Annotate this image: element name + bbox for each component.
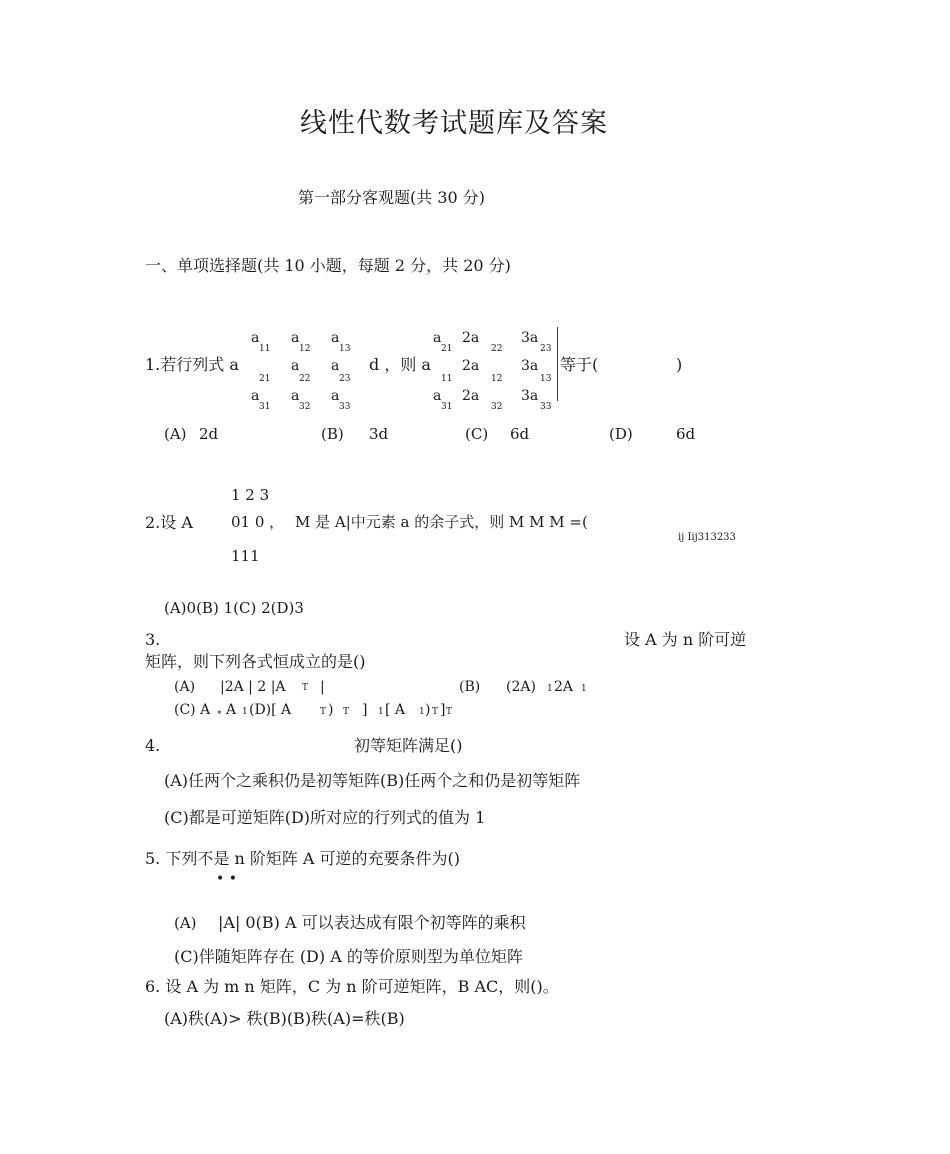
q3-option-d: (D)[ A: [249, 702, 292, 718]
q1-m2-sub: 32: [491, 402, 503, 412]
q1-option-label: (C): [465, 425, 489, 443]
q4-options-cd: (C)都是可逆矩阵(D)所对应的行列式的值为 1: [164, 808, 486, 827]
q3-sub: T: [320, 707, 327, 717]
q1-m1-sub: 32: [299, 402, 311, 412]
q5-options-ab: |A| 0(B) A 可以表达成有限个初等阵的乘积: [218, 913, 526, 932]
q2-side-note: ij Iij313233: [678, 532, 736, 543]
q3-sub: T: [302, 683, 309, 693]
q1-m1-cell: a: [251, 330, 260, 346]
q3-option-d-mid5: ]: [440, 702, 446, 718]
q1-suffix: 等于(: [560, 355, 599, 374]
q1-m2-sub: 22: [491, 344, 503, 354]
part-heading: 第一部分客观题(共 30 分): [298, 188, 486, 207]
q5-options-cd: (C)伴随矩阵存在 (D) A 的等价原则型为单位矩阵: [174, 947, 523, 966]
q1-m2-cell: 2a: [462, 388, 480, 404]
q1-option-value: 3d: [369, 425, 389, 443]
q3-sub: T: [446, 707, 453, 717]
q3-number: 3.: [145, 630, 161, 649]
q1-m2-sub: 21: [441, 344, 453, 354]
q5-option-a-label: (A): [174, 914, 197, 932]
q3-option-d-mid: ): [328, 702, 334, 718]
q1-option-label: (D): [609, 425, 633, 443]
q4-text: 初等矩阵满足(): [354, 736, 463, 755]
q3-option-d-mid4: ): [425, 702, 431, 718]
q3-text-right: 设 A 为 n 阶可逆: [624, 630, 747, 649]
q1-m1-cell: a: [251, 388, 260, 404]
q1-prefix: 1.若行列式 a: [145, 355, 239, 374]
q1-m1-sub: 23: [339, 374, 351, 384]
q3-sub: *: [217, 710, 222, 720]
q3-sub: 1: [547, 684, 553, 694]
q1-m1-sub: 21: [259, 374, 271, 384]
q1-m2-cell: 3a: [521, 330, 539, 346]
q1-m1-sub: 22: [299, 374, 311, 384]
q1-option-value: 6d: [676, 425, 696, 443]
q3-option-b-mid: 2A: [554, 679, 574, 695]
q3-sub: 1: [378, 707, 384, 717]
q3-sub: 1: [419, 707, 425, 717]
q1-option-label: (B): [321, 425, 344, 443]
q3-sub: T: [432, 707, 439, 717]
q4-options-ab: (A)任两个之乘积仍是初等矩阵(B)任两个之和仍是初等矩阵: [164, 771, 581, 790]
q5-text: 5. 下列不是 n 阶矩阵 A 可逆的充要条件为(): [145, 849, 461, 868]
q3-sub: 1: [242, 707, 248, 717]
q1-m2-sub: 23: [540, 344, 552, 354]
q3-option-d-mid3: [ A: [385, 702, 406, 718]
q3-text-left: 矩阵，则下列各式恒成立的是(): [145, 652, 366, 671]
q3-option-c-mid: A: [226, 702, 237, 718]
q3-option-a-label: (A): [174, 679, 196, 695]
q2-matrix-row-3: 111: [231, 547, 260, 565]
q3-sub: 1: [581, 684, 587, 694]
q3-option-b: (2A): [506, 679, 536, 695]
q1-m2-cell: 3a: [521, 358, 539, 374]
q2-options: (A)0(B) 1(C) 2(D)3: [164, 599, 304, 617]
q2-prefix: 2.设 A: [145, 513, 193, 532]
q1-option-label: (A): [164, 425, 187, 443]
section-heading: 一、单项选择题(共 10 小题，每题 2 分，共 20 分): [145, 256, 511, 275]
q1-m1-cell: a: [291, 388, 300, 404]
q1-m2-cell: 3a: [521, 388, 539, 404]
q4-number: 4.: [145, 736, 161, 755]
page-title: 线性代数考试题库及答案: [300, 108, 608, 139]
q6-options-ab: (A)秩(A)> 秩(B)(B)秩(A)=秩(B): [164, 1009, 405, 1028]
q1-m1-cell: a: [331, 330, 340, 346]
q1-m1-sub: 13: [339, 344, 351, 354]
q6-text: 6. 设 A 为 m n 矩阵，C 为 n 阶可逆矩阵，B AC，则()。: [145, 977, 559, 996]
q1-m1-cell: a: [331, 358, 340, 374]
q3-sub: T: [343, 707, 350, 717]
q1-m1-cell: a: [331, 388, 340, 404]
q2-text: M 是 A|中元素 a 的余子式，则 M M M =(: [295, 513, 588, 531]
q3-option-d-mid2: ]: [362, 702, 368, 718]
q1-m2-cell: a: [433, 330, 442, 346]
q3-option-b-label: (B): [459, 679, 481, 695]
determinant-bar: [557, 327, 558, 401]
q1-m1-sub: 11: [259, 344, 271, 354]
q1-m2-sub: 11: [441, 374, 453, 384]
q1-m2-cell: 2a: [462, 330, 480, 346]
q1-option-value: 6d: [510, 425, 530, 443]
q1-m1-sub: 33: [339, 402, 351, 412]
q1-close: ): [676, 355, 683, 374]
q1-mid: d ，则 a: [369, 355, 431, 374]
q1-m2-cell: 2a: [462, 358, 480, 374]
q1-m2-cell: a: [433, 388, 442, 404]
q1-m1-sub: 31: [259, 402, 271, 412]
q3-option-a: |2A | 2 |A: [220, 679, 286, 695]
q1-m1-cell: a: [291, 358, 300, 374]
q2-matrix-row-2: 01 0 ，: [231, 513, 285, 531]
q3-option-c: (C) A: [174, 702, 211, 718]
q1-option-value: 2d: [199, 425, 219, 443]
q1-m2-sub: 12: [491, 374, 503, 384]
q5-emphasis-dots: • •: [216, 871, 237, 887]
q1-m2-sub: 13: [540, 374, 552, 384]
q1-m2-sub: 33: [540, 402, 552, 412]
q3-option-a-end: |: [320, 679, 325, 695]
q1-m1-sub: 12: [299, 344, 311, 354]
q2-matrix-row-1: 1 2 3: [231, 486, 270, 504]
q1-m2-sub: 31: [441, 402, 453, 412]
q1-m1-cell: a: [291, 330, 300, 346]
